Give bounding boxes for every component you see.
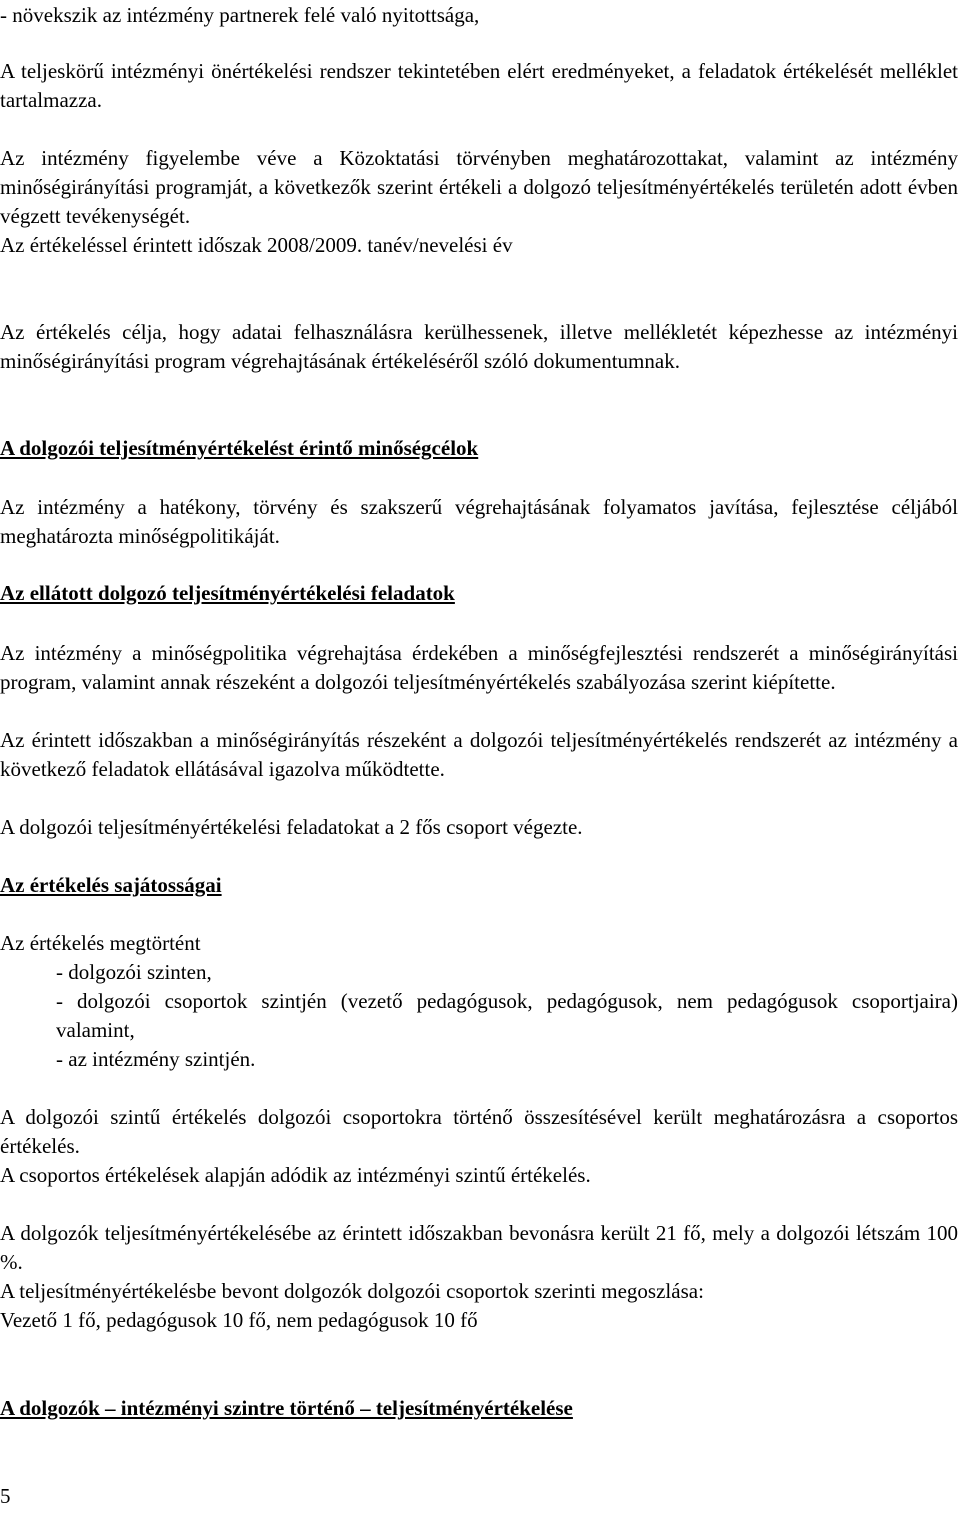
paragraph-evaluation-purpose: Az értékelés célja, hogy adatai felhasználásra kerülhessenek, illetve mellékletét képezhesse az intézményi minőségirányítási program végrehajtásának értékeléséről szóló dokumentumnak. [0, 320, 958, 373]
heading-evaluation-tasks: Az ellátott dolgozó teljesítményértékelési feladatok [0, 581, 455, 605]
paragraph-distribution-values: Vezető 1 fő, pedagógusok 10 fő, nem pedagógusok 10 fő [0, 1308, 478, 1332]
paragraph-group-distribution: A teljesítményértékelésbe bevont dolgozók dolgozói csoportok szerinti megoszlása: [0, 1279, 704, 1303]
paragraph-evaluation-basis: Az intézmény figyelembe véve a Közoktatási törvényben meghatározottakat, valamint az intézmény minőségirányítási programját, a következők szerint értékeli a dolgozó teljesítményértékelés területén adott évben végzett tevékenységét. [0, 146, 958, 228]
paragraph-evaluation-done: Az értékelés megtörtént [0, 931, 201, 955]
heading-evaluation-features: Az értékelés sajátosságai [0, 873, 222, 897]
heading-quality-goals: A dolgozói teljesítményértékelést érintő minőségcélok [0, 436, 479, 460]
heading-institution-level: A dolgozók – intézményi szintre történő – teljesítményértékelése [0, 1396, 573, 1420]
paragraph-quality-policy: Az intézmény a hatékony, törvény és szakszerű végrehajtásának folyamatos javítása, fejlesztése céljából meghatározta minőségpolitikáját. [0, 495, 958, 548]
paragraph-evaluation-period: Az értékeléssel érintett időszak 2008/2009. tanév/nevelési év [0, 233, 513, 257]
list-item: - dolgozói csoportok szintjén (vezető pedagógusok, pedagógusok, nem pedagógusok csoportjaira) valamint, [56, 989, 958, 1042]
paragraph-system-operation: Az érintett időszakban a minőségirányítás részeként a dolgozói teljesítményértékelés rendszerét az intézmény a következő feladatok ellátásával igazolva működtette. [0, 728, 958, 781]
list-item-openness: - növekszik az intézmény partnerek felé való nyitottsága, [0, 3, 480, 27]
paragraph-institution-evaluation: A csoportos értékelések alapján adódik az intézményi szintű értékelés. [0, 1163, 591, 1187]
page-number: 5 [0, 1484, 11, 1508]
paragraph-self-evaluation: A teljeskörű intézményi önértékelési rendszer tekintetében elért eredményeket, a feladatok értékelését melléklet tartalmazza. [0, 59, 958, 112]
paragraph-group-evaluation: A dolgozói szintű értékelés dolgozói csoportokra történő összesítésével került meghatározásra a csoportos értékelés. [0, 1105, 958, 1158]
paragraph-evaluation-group: A dolgozói teljesítményértékelési feladatokat a 2 fős csoport végezte. [0, 815, 583, 839]
paragraph-participants: A dolgozók teljesítményértékelésébe az érintett időszakban bevonásra került 21 fő, mely a dolgozói létszám 100 %. [0, 1221, 958, 1274]
paragraph-quality-system: Az intézmény a minőségpolitika végrehajtása érdekében a minőségfejlesztési rendszerét a minőségirányítási program, valamint annak részeként a dolgozói teljesítményértékelés szabályozása szerint kiépítette. [0, 641, 958, 694]
list-item: - az intézmény szintjén. [56, 1047, 256, 1071]
list-item: - dolgozói szinten, [56, 960, 212, 984]
